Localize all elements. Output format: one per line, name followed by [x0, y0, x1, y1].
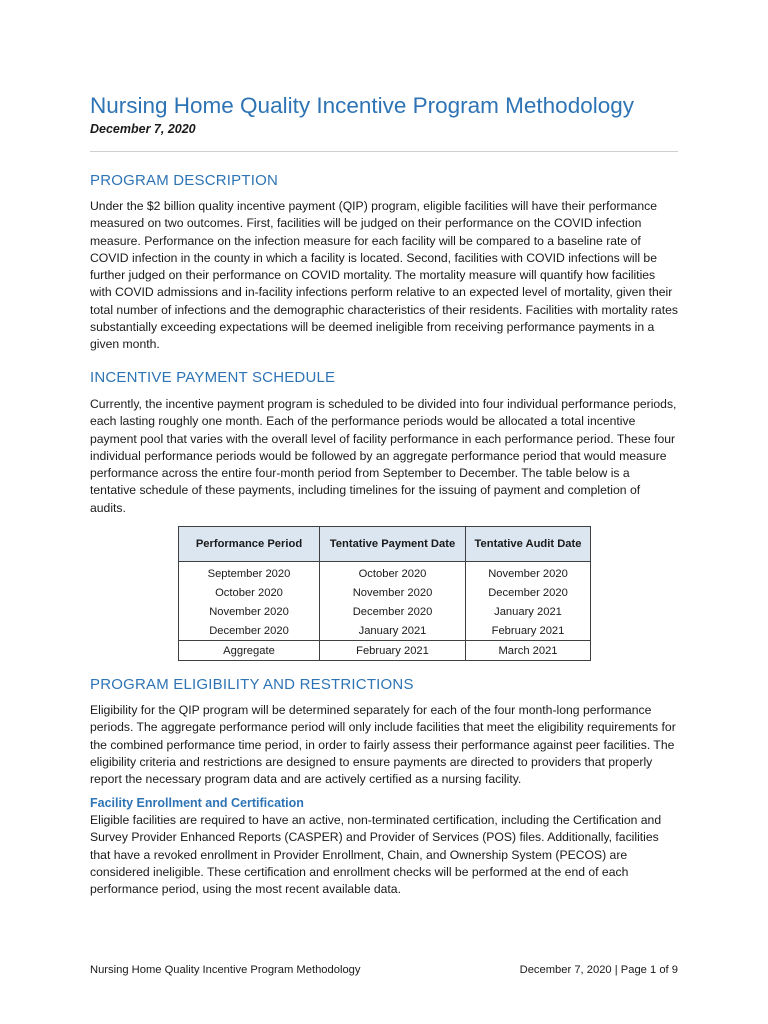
document-date: December 7, 2020	[90, 122, 196, 136]
eligibility-paragraph: Eligibility for the QIP program will be determined separately for each of the four month-long performance periods. The aggregate performance period will only include facilities that meet the eligibility requirements for the combined performance time period, in order to fairly assess their performance against peer facilities. The eligibility criteria and restrictions are designed to ensure payments are directed to providers that properly report the necessary program data and are actively certified as a nursing facility.	[90, 703, 676, 787]
table-cell: November 2020	[179, 602, 320, 621]
table-header-row	[179, 527, 591, 562]
subheading-facility-enrollment: Facility Enrollment and Certification	[90, 796, 304, 810]
program-description-paragraph: Under the $2 billion quality incentive payment (QIP) program, eligible facilities will have their performance measured on two outcomes. First, facilities will be judged on their performance on the COVID infection measure. Performance on the infection measure for each facility will be compared to a baseline rate of COVID infection in the county in which a facility is located. Second, facilities with COVID infections will be further judged on their performance on COVID mortality. The mortality measure will quantify how facilities with COVID admissions and in-facility infections perform relative to an expected level of mortality, given their total number of infections and the demographic characteristics of their residents. Facilities with mortality rates substantially exceeding expectations will be deemed ineligible from receiving performance payments in a given month.	[90, 199, 678, 352]
title-divider	[90, 151, 678, 152]
table-cell: October 2020	[179, 583, 320, 602]
table-header-cell: Tentative Payment Date	[320, 527, 466, 562]
table-cell: Aggregate	[179, 641, 320, 661]
table-cell: December 2020	[320, 602, 466, 621]
table-row	[179, 621, 591, 641]
table-row-aggregate	[179, 641, 591, 661]
table-row	[179, 562, 591, 584]
table-cell: December 2020	[179, 621, 320, 641]
payment-schedule-table	[178, 526, 591, 661]
facility-enrollment-paragraph: Eligible facilities are required to have an active, non-terminated certification, including the Certification and Survey Provider Enhanced Reports (CASPER) and Provider of Services (POS) files. Additionally, facilities that have a revoked enrollment in Provider Enrollment, Chain, and Ownership System (PECOS) are considered ineligible. These certification and enrollment checks will be performed at the end of each performance period, using the most recent available data.	[90, 813, 662, 897]
section-heading-program-description: PROGRAM DESCRIPTION	[90, 172, 278, 189]
table-row	[179, 602, 591, 621]
table-cell: October 2020	[320, 562, 466, 584]
table-cell: November 2020	[320, 583, 466, 602]
table-cell: December 2020	[466, 583, 591, 602]
table-cell: February 2021	[320, 641, 466, 661]
table-cell: September 2020	[179, 562, 320, 584]
footer-page-info: December 7, 2020 | Page 1 of 9	[519, 964, 678, 976]
section-heading-incentive-schedule: INCENTIVE PAYMENT SCHEDULE	[90, 369, 336, 386]
table-cell: February 2021	[466, 621, 591, 641]
table-row	[179, 583, 591, 602]
document-title: Nursing Home Quality Incentive Program Methodology	[90, 93, 634, 118]
table-cell: January 2021	[466, 602, 591, 621]
section-heading-eligibility: PROGRAM ELIGIBILITY AND RESTRICTIONS	[90, 676, 414, 693]
footer-document-title: Nursing Home Quality Incentive Program Methodology	[90, 964, 361, 976]
table-header-cell: Tentative Audit Date	[466, 527, 591, 562]
incentive-schedule-paragraph: Currently, the incentive payment program is scheduled to be divided into four individual performance periods, each lasting roughly one month. Each of the performance periods would be allocated a total incentive payment pool that varies with the overall level of facility performance in each performance period. These four individual performance periods would be followed by an aggregate performance period that would measure performance across the entire four-month period from September to December. The table below is a tentative schedule of these payments, including timelines for the issuing of payment and completion of audits.	[90, 397, 677, 515]
table-header-cell: Performance Period	[179, 527, 320, 562]
table-cell: January 2021	[320, 621, 466, 641]
table-cell: March 2021	[466, 641, 591, 661]
table-cell: November 2020	[466, 562, 591, 584]
